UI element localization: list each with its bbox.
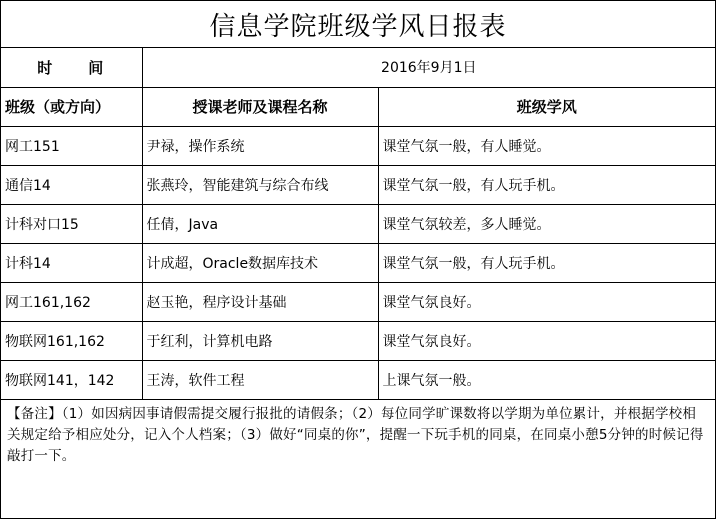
teacher-cell: 计成超，Oracle数据库技术 xyxy=(142,243,378,282)
header-row xyxy=(1,87,715,126)
table-row xyxy=(1,282,715,321)
style-cell: 课堂气氛一般，有人睡觉。 xyxy=(378,126,715,165)
class-cell: 通信14 xyxy=(1,165,142,204)
style-cell: 课堂气氛良好。 xyxy=(378,321,715,360)
teacher-cell: 张燕玲，智能建筑与综合布线 xyxy=(142,165,378,204)
table-row xyxy=(1,360,715,399)
class-cell: 物联网141，142 xyxy=(1,360,142,399)
time-label: 时 间 xyxy=(1,48,142,87)
teacher-cell: 于红利，计算机电路 xyxy=(142,321,378,360)
teacher-cell: 王涛，软件工程 xyxy=(142,360,378,399)
report-title: 信息学院班级学风日报表 xyxy=(1,1,715,48)
style-cell: 课堂气氛良好。 xyxy=(378,282,715,321)
report-table xyxy=(1,48,715,400)
table-row xyxy=(1,165,715,204)
class-cell: 网工161,162 xyxy=(1,282,142,321)
class-cell: 网工151 xyxy=(1,126,142,165)
table-row xyxy=(1,243,715,282)
column-header-class: 班级（或方向） xyxy=(1,87,142,126)
remarks-note: 【备注】（1）如因病因事请假需提交履行报批的请假条；（2）每位同学旷课数将以学期为单位累计，并根据学校相关规定给予相应处分，记入个人档案；（3）做好“同桌的你”，提醒一下玩手机的同桌，在同桌小憩5分钟的时候记得敲打一下。 xyxy=(7,405,704,464)
time-row xyxy=(1,48,715,87)
style-cell: 课堂气氛较差，多人睡觉。 xyxy=(378,204,715,243)
time-value: 2016年9月1日 xyxy=(142,48,715,87)
class-cell: 物联网161,162 xyxy=(1,321,142,360)
column-header-teacher: 授课老师及课程名称 xyxy=(142,87,378,126)
table-row xyxy=(1,321,715,360)
teacher-cell: 赵玉艳，程序设计基础 xyxy=(142,282,378,321)
column-header-style: 班级学风 xyxy=(378,87,715,126)
teacher-cell: 尹禄，操作系统 xyxy=(142,126,378,165)
class-cell: 计科14 xyxy=(1,243,142,282)
table-row xyxy=(1,204,715,243)
table-row xyxy=(1,126,715,165)
style-cell: 课堂气氛一般，有人玩手机。 xyxy=(378,243,715,282)
teacher-cell: 任倩，Java xyxy=(142,204,378,243)
class-cell: 计科对口15 xyxy=(1,204,142,243)
style-cell: 课堂气氛一般，有人玩手机。 xyxy=(378,165,715,204)
style-cell: 上课气氛一般。 xyxy=(378,360,715,399)
